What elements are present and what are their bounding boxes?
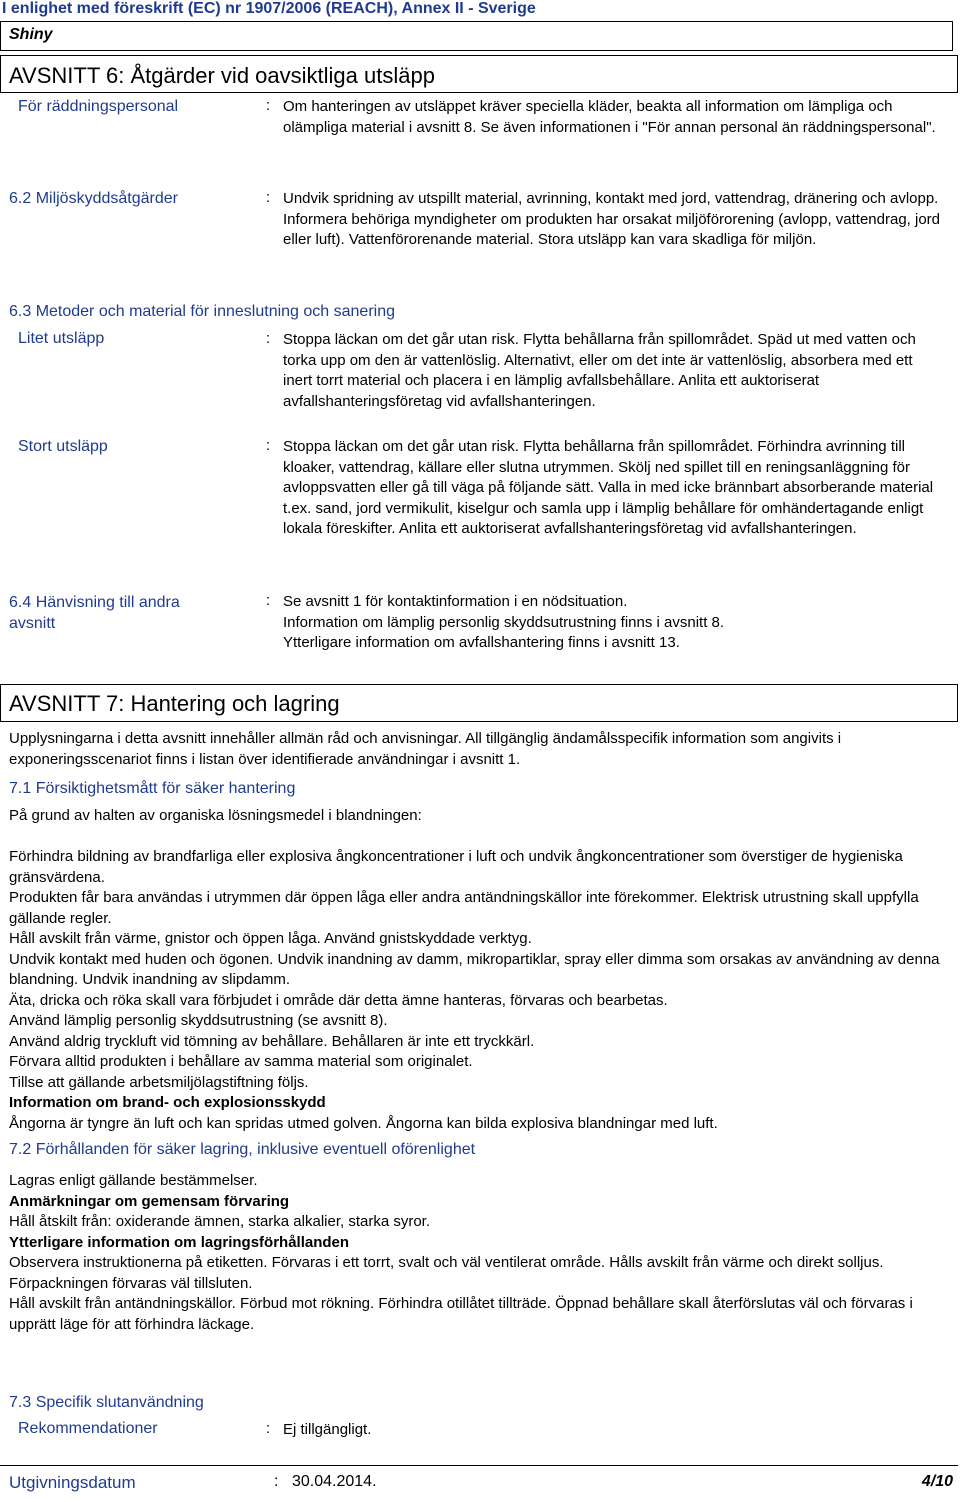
small-spill-label: Litet utsläpp [18,330,105,347]
handling-line: Äta, dricka och röka skall vara förbjudet i område där detta ämne hanteras, förvaras och bearbetas. [9,991,668,1009]
more-storage-heading: Ytterligare information om lagringsförhållanden [9,1233,350,1251]
more-storage-line: Observera instruktionerna på etiketten. Förvaras i ett torrt, svalt och väl ventilerat område. Hålls avskilt från värme och direkt solljus. [9,1254,884,1271]
colon-separator: : [266,1420,271,1437]
section-7-header [0,684,958,722]
env-precautions-text: Undvik spridning av utspillt material, avrinning, kontakt med jord, vattendrag, dränering och avlopp. Informera behöriga myndigheter om produkten har orsakat miljöförorening (avlopp, vattendrag, jord eller luft). Vattenförorenande material. Stora utsläpp kan vara skadliga för miljön. [283,190,941,248]
storage-text: Lagras enligt gällande bestämmelser. [9,1172,258,1189]
recommendations-text: Ej tillgängligt. [283,1421,372,1438]
colon-separator: : [266,97,271,114]
handling-line: Håll avskilt från värme, gnistor och öppen låga. Använd gnistskyddade verktyg. [9,930,532,947]
handling-line: Tillse att gällande arbetsmiljölagstiftning följs. [9,1073,309,1091]
reference-line: Se avsnitt 1 för kontaktinformation i en nödsituation. [283,593,628,610]
footer-colon: : [274,1473,279,1490]
large-spill-label: Stort utsläpp [18,438,108,455]
handling-list [9,847,949,1134]
handling-line: Produkten får bara användas i utrymmen där öppen låga eller andra antändningskällor inte förekommer. Elektrisk utrustning skall uppfylla gällande regler. [9,889,919,927]
small-spill-text: Stoppa läckan om det går utan risk. Flytta behållarna från spillområdet. Späd ut med vatten och torka upp om den är vattenlöslig. Alternativt, eller om det inte är vattenlöslig, absorbera med ett inert torrt material och placera i en lämplig avfallsbehållare. Anlita ett auktoriserat avfallshanteringsföretag vid avfallshanteringen. [283,331,916,410]
common-storage-text: Håll åtskilt från: oxiderande ämnen, starka alkalier, starka syror. [9,1213,431,1230]
footer-divider [0,1465,958,1466]
reference-lines [283,592,943,654]
handling-line: Använd lämplig personlig skyddsutrustning (se avsnitt 8). [9,1012,388,1029]
colon-separator: : [266,189,271,206]
reference-line: Ytterligare information om avfallshantering finns i avsnitt 13. [283,634,680,651]
section-6-title: AVSNITT 6: Åtgärder vid oavsiktliga utsläpp [9,63,435,88]
more-storage-line: Förpackningen förvaras väl tillsluten. [9,1274,253,1292]
colon-separator: : [266,437,271,454]
handling-line: Använd aldrig tryckluft vid tömning av behållare. Behållaren är inte ett tryckkärl. [9,1032,535,1050]
handling-line: Förvara alltid produkten i behållare av samma material som originalet. [9,1053,473,1070]
reference-line: Information om lämplig personlig skyddsutrustning finns i avsnitt 8. [283,613,725,631]
product-name-box [0,21,953,51]
handling-line: Undvik kontakt med huden och ögonen. Undvik inandning av damm, mikropartiklar, spray eller dimma som orsakas av användning av denna blandning. Undvik inandning av slipdamm. [9,950,940,988]
methods-heading: 6.3 Metoder och material för inneslutning och sanering [9,303,395,320]
reference-label: 6.4 Hänvisning till andra avsnitt [9,594,180,632]
document-header-title: I enlighet med föreskrift (EC) nr 1907/2006 (REACH), Annex II - Sverige [2,0,536,17]
large-spill-text: Stoppa läckan om det går utan risk. Flytta behållarna från spillområdet. Förhindra avrinning till kloaker, vattendrag, källare eller slutna utrymmen. Skölj ned spillet till en reningsanläggning för avloppsvatten eller gå till väga på följande sätt. Valla in med icke brännbart absorberande material t.ex. sand, jord vermikulit, kiselgur och samla upp i lämplig behållare för omhändertagande enligt lokala föreskifter. Anlita ett auktoriserat avfallshanteringsföretag vid avfallshanteringen. [283,438,934,537]
issue-date-label: Utgivningsdatum [9,1473,136,1492]
colon-separator: : [266,330,271,347]
product-name: Shiny [9,26,53,43]
handling-lead: På grund av halten av organiska lösningsmedel i blandningen: [9,807,422,824]
rescue-label: För räddningspersonal [18,98,179,115]
env-precautions-label: 6.2 Miljöskyddsåtgärder [9,190,178,207]
fire-text: Ångorna är tyngre än luft och kan spridas utmed golven. Ångorna kan bilda explosiva blandningar med luft. [9,1114,718,1132]
section-7-title: AVSNITT 7: Hantering och lagring [9,691,340,716]
rescue-text: Om hanteringen av utsläppet kräver speciella kläder, beakta all information om lämpliga och olämpliga material i avsnitt 8. Se även informationen i "För annan personal än räddningspersonal". [283,98,936,136]
more-storage-line: Håll avskilt från antändningskällor. Förbud mot rökning. Förhindra otillåtet tillträde. Öppnad behållare skall återförslutas väl och förvaras i upprätt läge för att förhindra läckage. [9,1295,913,1333]
recommendations-label: Rekommendationer [18,1420,158,1437]
section-6-header [0,55,958,93]
end-use-heading: 7.3 Specifik slutanvändning [9,1394,204,1411]
handling-line: Förhindra bildning av brandfarliga eller explosiva ångkoncentrationer i luft och undvik ångkoncentrationer som överstiger de hygieniska gränsvärdena. [9,848,903,886]
section-7-intro: Upplysningarna i detta avsnitt innehåller allmän råd och anvisningar. All tillgänglig ändamålsspecifik information som angivits i exponeringsscenariot finns i listan över identifierade användningar i avsnitt 1. [9,730,842,768]
storage-list [9,1171,949,1335]
storage-heading: 7.2 Förhållanden för säker lagring, inklusive eventuell oförenlighet [9,1141,476,1158]
fire-heading: Information om brand- och explosionsskydd [9,1094,326,1111]
page-number: 4/10 [921,1473,953,1490]
colon-separator: : [266,592,271,609]
common-storage-heading: Anmärkningar om gemensam förvaring [9,1192,290,1210]
handling-heading: 7.1 Försiktighetsmått för säker hantering [9,780,296,797]
issue-date: 30.04.2014. [292,1473,377,1490]
